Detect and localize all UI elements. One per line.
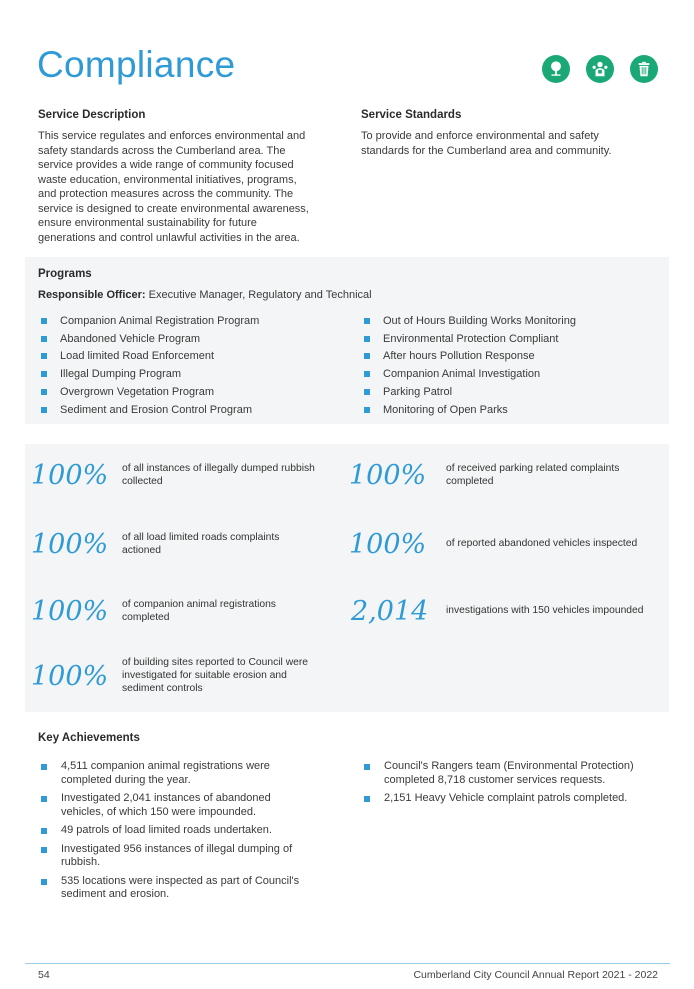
page-title: Compliance xyxy=(37,44,236,85)
text-line: ensure environmental sustainability for future xyxy=(38,217,257,229)
text-line: This service regulates and enforces environmental and xyxy=(38,130,306,142)
bullet-icon xyxy=(41,828,47,834)
stat-block xyxy=(351,596,643,627)
programs-panel xyxy=(25,257,669,424)
bullet-icon xyxy=(41,353,47,359)
text-line: completed xyxy=(446,475,494,487)
list-item-text xyxy=(61,760,270,787)
list-item-text: Illegal Dumping Program xyxy=(60,368,182,381)
programs-list-left xyxy=(41,312,259,419)
text-line: 535 locations were inspected as part of Council's xyxy=(61,874,300,887)
text-line: investigations with 150 vehicles impounded xyxy=(446,605,644,617)
service-standards-text xyxy=(361,129,661,158)
stat-block xyxy=(31,596,276,627)
list-item-text xyxy=(61,843,292,870)
text-line: of reported abandoned vehicles inspected xyxy=(446,538,638,550)
list-item-text xyxy=(61,824,272,838)
programs-list-right xyxy=(364,312,576,419)
service-description xyxy=(38,109,338,245)
list-item xyxy=(364,401,576,419)
list-item xyxy=(41,824,299,838)
list-item-text: Sediment and Erosion Control Program xyxy=(60,403,252,416)
list-item xyxy=(364,760,634,787)
bullet-icon xyxy=(364,318,370,324)
list-item-text xyxy=(61,875,299,902)
tree-icon xyxy=(542,55,570,83)
text-line: of all load limited roads complaints xyxy=(122,531,280,543)
text-line: and protection measures across the community. The xyxy=(38,188,294,200)
stat-value: 100% xyxy=(349,529,427,560)
list-item-text: Parking Patrol xyxy=(383,386,453,399)
bullet-icon xyxy=(364,336,370,342)
bullet-icon xyxy=(41,796,47,802)
text-line: waste education, environmental initiatives, programs, xyxy=(38,173,297,186)
list-item-text: Companion Animal Registration Program xyxy=(60,314,260,327)
bullet-icon xyxy=(41,764,47,770)
text-line: of companion animal registrations xyxy=(122,598,276,610)
list-item xyxy=(41,792,299,819)
list-item xyxy=(41,843,299,870)
text-line: completed during the year. xyxy=(61,773,191,786)
stat-description xyxy=(122,657,308,695)
responsible-officer xyxy=(38,289,372,301)
list-item xyxy=(41,875,299,902)
text-line: of received parking related complaints xyxy=(446,462,620,474)
list-item-text: Monitoring of Open Parks xyxy=(383,403,508,416)
text-line: To provide and enforce environmental and safety xyxy=(361,130,599,142)
list-item xyxy=(41,760,299,787)
achievements-list-right xyxy=(364,760,634,811)
text-line: actioned xyxy=(122,544,161,556)
stat-value: 100% xyxy=(31,529,109,560)
stat-block xyxy=(31,657,308,695)
list-item xyxy=(364,348,576,366)
stat-description xyxy=(122,599,276,625)
bullet-icon xyxy=(364,764,370,770)
officer-label: Responsible Officer: xyxy=(38,289,146,301)
bullet-icon xyxy=(41,371,47,377)
text-line: vehicles, of which 150 were impounded. xyxy=(61,805,257,818)
text-line: of building sites reported to Council were xyxy=(122,657,309,668)
stat-block xyxy=(31,529,279,560)
bullet-icon xyxy=(364,389,370,395)
list-item-text xyxy=(384,760,634,787)
list-item-text: Overgrown Vegetation Program xyxy=(60,386,215,399)
stat-block xyxy=(349,460,619,491)
list-item xyxy=(41,348,259,366)
text-line: generations and control unlawful activities in the area. xyxy=(38,231,300,244)
list-item xyxy=(364,312,576,330)
programs-heading: Programs xyxy=(38,268,92,280)
bullet-icon xyxy=(41,336,47,342)
bullet-icon xyxy=(364,353,370,359)
people-icon xyxy=(586,55,614,83)
text-line: service is designed to create environmental awareness, xyxy=(38,202,309,215)
achievements-list-left xyxy=(41,760,299,907)
text-line: collected xyxy=(122,475,163,487)
bullet-icon xyxy=(364,796,370,802)
bullet-icon xyxy=(364,371,370,377)
key-achievements-heading: Key Achievements xyxy=(38,732,140,744)
stat-description xyxy=(446,538,637,551)
list-item-text: Environmental Protection Compliant xyxy=(383,332,559,345)
list-item-text: Load limited Road Enforcement xyxy=(60,350,215,363)
list-item xyxy=(41,312,259,330)
bullet-icon xyxy=(364,407,370,413)
text-line: 49 patrols of load limited roads undertaken. xyxy=(61,824,272,836)
stat-block xyxy=(31,460,315,491)
text-line: 2,151 Heavy Vehicle complaint patrols completed. xyxy=(384,792,628,804)
text-line: rubbish. xyxy=(61,856,101,868)
list-item-text xyxy=(384,792,627,806)
service-standards xyxy=(361,109,661,158)
bullet-icon xyxy=(41,847,47,853)
text-line: of all instances of illegally dumped rubbish xyxy=(122,462,315,474)
header-icons xyxy=(542,55,658,83)
stat-value: 100% xyxy=(31,460,109,491)
service-standards-heading: Service Standards xyxy=(361,109,462,121)
stat-description xyxy=(446,605,643,618)
list-item xyxy=(41,330,259,348)
service-description-heading: Service Description xyxy=(38,109,146,121)
list-item xyxy=(364,383,576,401)
list-item xyxy=(41,383,259,401)
bin-icon xyxy=(630,55,658,83)
list-item-text: Abandoned Vehicle Program xyxy=(60,332,201,345)
text-line: sediment and erosion. xyxy=(61,888,170,900)
page-number: 54 xyxy=(38,969,50,981)
list-item xyxy=(364,330,576,348)
list-item-text: Out of Hours Building Works Monitoring xyxy=(383,314,576,327)
bullet-icon xyxy=(41,389,47,395)
text-line: standards for the Cumberland area and community. xyxy=(361,144,612,157)
text-line: service provides a wide range of community focused xyxy=(38,159,294,171)
stats-panel xyxy=(25,444,669,712)
text-line: sediment controls xyxy=(122,682,203,694)
list-item-text: After hours Pollution Response xyxy=(383,350,535,363)
bullet-icon xyxy=(41,318,47,324)
stat-value: 100% xyxy=(349,460,427,491)
stat-block xyxy=(349,529,637,560)
text-line: Investigated 2,041 instances of abandoned xyxy=(61,792,271,804)
list-item xyxy=(41,365,259,383)
list-item xyxy=(364,365,576,383)
officer-value: Executive Manager, Regulatory and Technical xyxy=(145,289,372,301)
stat-value: 100% xyxy=(31,596,109,627)
bullet-icon xyxy=(41,879,47,885)
stat-value: 2,014 xyxy=(351,596,429,627)
text-line: completed xyxy=(122,611,170,623)
footer-divider xyxy=(25,963,670,964)
bullet-icon xyxy=(41,407,47,413)
list-item xyxy=(364,792,634,806)
service-description-text xyxy=(38,129,338,245)
report-title: Cumberland City Council Annual Report 2021 - 2022 xyxy=(413,969,658,981)
stat-description xyxy=(122,532,279,558)
stat-description xyxy=(122,463,315,489)
list-item-text xyxy=(61,792,271,819)
text-line: safety standards across the Cumberland area. The xyxy=(38,144,286,157)
stat-description xyxy=(446,463,619,489)
list-item-text: Companion Animal Investigation xyxy=(383,368,541,381)
stat-value: 100% xyxy=(31,660,109,692)
text-line: investigated for suitable erosion and xyxy=(122,669,287,681)
text-line: completed 8,718 customer services requests. xyxy=(384,773,606,786)
list-item xyxy=(41,401,259,419)
text-line: Council's Rangers team (Environmental Protection) xyxy=(384,760,634,772)
text-line: Investigated 956 instances of illegal dumping of xyxy=(61,842,293,855)
text-line: 4,511 companion animal registrations were xyxy=(61,760,270,772)
